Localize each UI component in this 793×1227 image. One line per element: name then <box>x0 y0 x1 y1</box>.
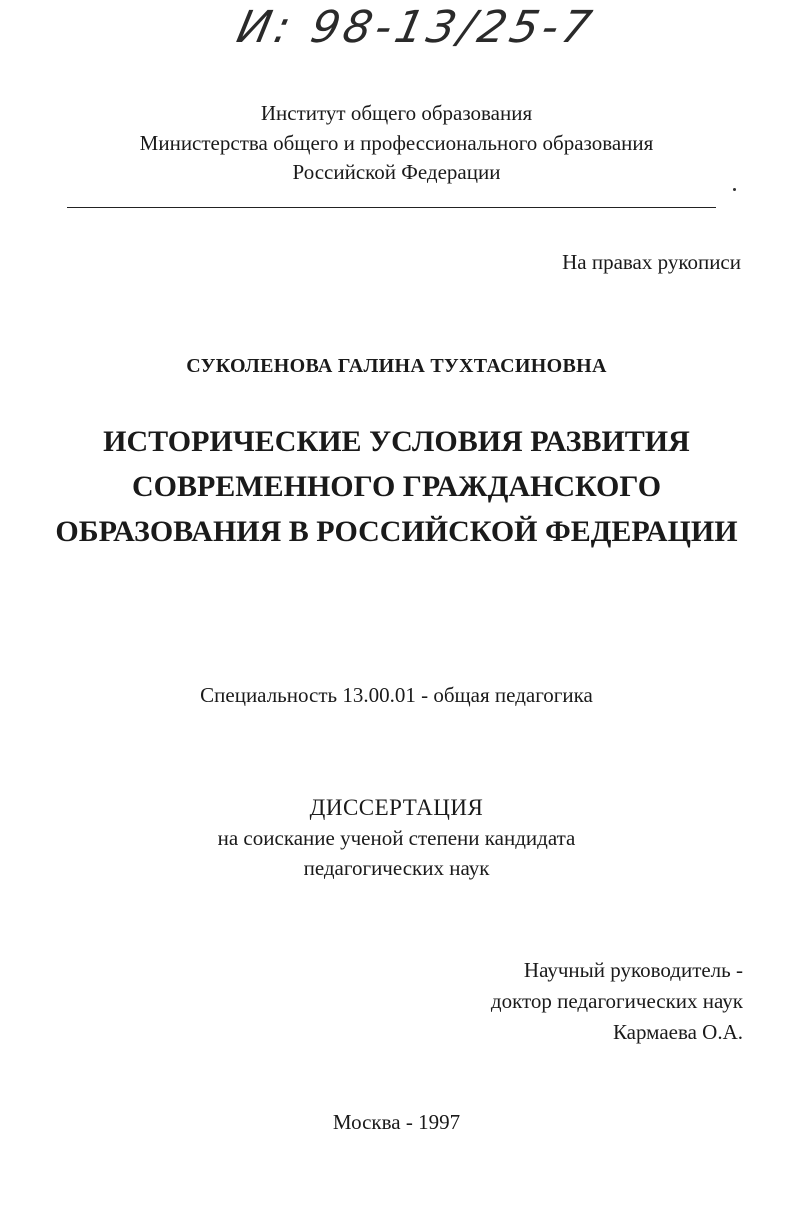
supervisor-line: доктор педагогических наук <box>490 989 743 1013</box>
title-line: СОВРЕМЕННОГО ГРАЖДАНСКОГО <box>131 470 662 503</box>
scan-speck <box>733 188 736 191</box>
header-divider <box>67 207 716 208</box>
dissertation-title <box>0 419 793 554</box>
title-line: ОБРАЗОВАНИЯ В РОССИЙСКОЙ ФЕДЕРАЦИИ <box>55 515 738 548</box>
institute-line: Российской Федерации <box>292 160 501 184</box>
author-name: СУКОЛЕНОВА ГАЛИНА ТУХТАСИНОВНА <box>186 355 607 377</box>
degree-line: на соискание ученой степени кандидата <box>217 826 576 850</box>
city-and-year: Москва - 1997 <box>332 1110 461 1134</box>
dissertation-type <box>0 793 793 883</box>
specialty: Специальность 13.00.01 - общая педагогика <box>200 683 593 707</box>
handwritten-registration-number: И: 98-13/25-7 <box>232 2 600 53</box>
supervisor-line: Кармаева О.А. <box>612 1020 743 1044</box>
institute-line: Институт общего образования <box>260 101 533 125</box>
institute-header <box>0 99 793 188</box>
dissertation-heading: ДИССЕРТАЦИЯ <box>309 795 484 820</box>
supervisor-line: Научный руководитель - <box>523 958 743 982</box>
manuscript-rights-note: На правах рукописи <box>562 250 741 274</box>
scientific-supervisor <box>491 955 743 1048</box>
degree-line: педагогических наук <box>303 856 490 880</box>
institute-line: Министерства общего и профессионального образования <box>139 130 654 155</box>
title-line: ИСТОРИЧЕСКИЕ УСЛОВИЯ РАЗВИТИЯ <box>103 425 690 458</box>
